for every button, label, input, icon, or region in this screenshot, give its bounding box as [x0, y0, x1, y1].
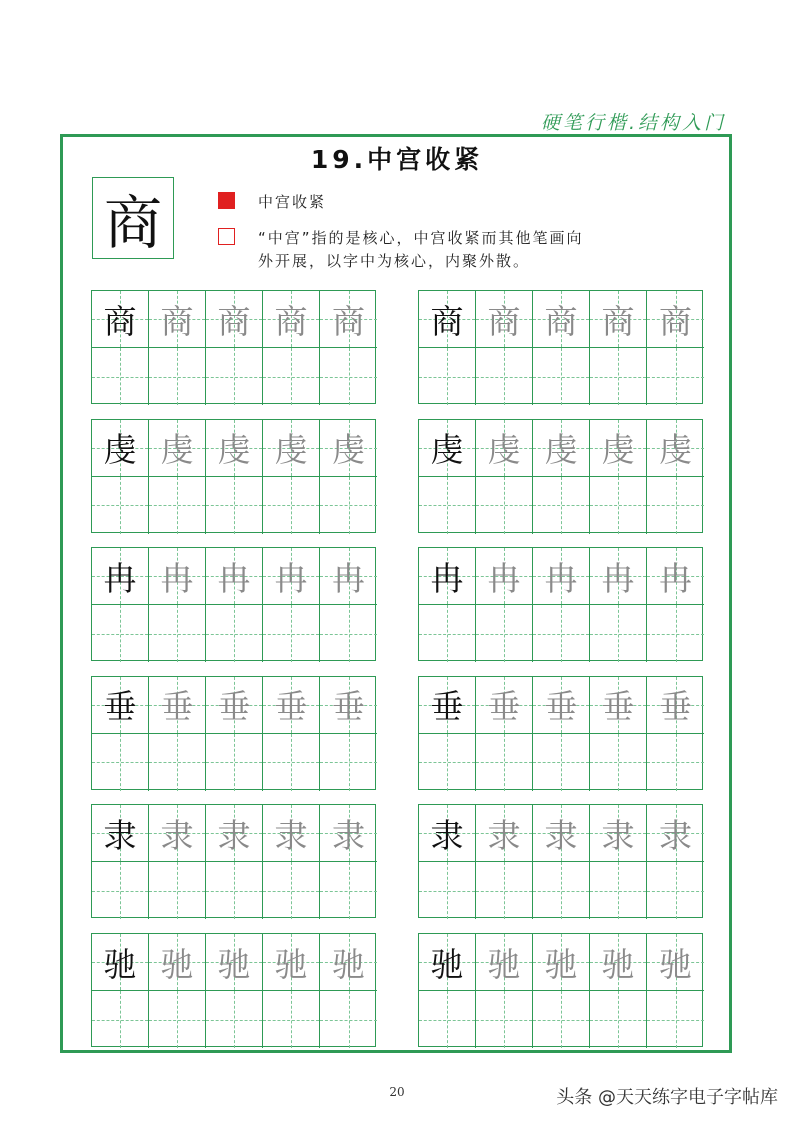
guide-line-horizontal: [533, 634, 589, 635]
tracing-cell: [419, 805, 476, 862]
trace-character: 冉: [659, 558, 692, 598]
guide-line-horizontal: [149, 1020, 205, 1021]
guide-line-horizontal: [206, 762, 262, 763]
practice-block: [418, 804, 703, 918]
tracing-cell: [263, 291, 320, 348]
tracing-cell: [476, 420, 533, 477]
guide-line-horizontal: [476, 505, 532, 506]
writing-cell[interactable]: [533, 734, 590, 791]
writing-cell[interactable]: [476, 348, 533, 405]
guide-line-horizontal: [206, 891, 262, 892]
tracing-cell: [419, 677, 476, 734]
writing-cell[interactable]: [206, 477, 263, 534]
watermark: 头条 @天天练字电子字帖库: [556, 1087, 778, 1108]
writing-cell[interactable]: [206, 862, 263, 919]
guide-line-horizontal: [149, 891, 205, 892]
tracing-cell: [320, 420, 377, 477]
trace-character: 垂: [659, 687, 692, 727]
guide-line-horizontal: [320, 634, 377, 635]
trace-character: 垂: [601, 687, 635, 727]
guide-line-horizontal: [149, 634, 205, 635]
trace-character: 商: [544, 301, 578, 341]
guide-line-horizontal: [533, 1020, 589, 1021]
model-character: 虔: [103, 430, 137, 470]
guide-line-horizontal: [206, 634, 262, 635]
writing-cell[interactable]: [92, 862, 149, 919]
guide-line-horizontal: [263, 1020, 319, 1021]
tracing-cell: [590, 420, 647, 477]
writing-cell[interactable]: [419, 477, 476, 534]
writing-cell[interactable]: [92, 734, 149, 791]
legend-description: [258, 227, 584, 273]
lesson-title: 19.中宫收紧: [310, 145, 484, 174]
guide-line-horizontal: [419, 377, 475, 378]
writing-cell[interactable]: [149, 734, 206, 791]
tracing-cell: [206, 420, 263, 477]
practice-block: [418, 290, 703, 404]
trace-character: 驰: [659, 944, 692, 984]
page-number: 20: [389, 1085, 405, 1099]
writing-cell[interactable]: [320, 734, 377, 791]
tracing-cell: [647, 420, 704, 477]
tracing-cell: [476, 548, 533, 605]
trace-character: 垂: [160, 687, 194, 727]
tracing-cell: [149, 548, 206, 605]
writing-cell[interactable]: [149, 605, 206, 662]
model-character: 隶: [103, 815, 137, 855]
practice-block: [91, 547, 376, 661]
guide-line-horizontal: [419, 762, 475, 763]
series-title: 硬笔行楷.结构入门: [540, 112, 726, 134]
writing-cell[interactable]: [320, 477, 377, 534]
trace-character: 冉: [274, 558, 308, 598]
tracing-cell: [533, 548, 590, 605]
legend-item-filled: [218, 191, 326, 214]
trace-character: 隶: [160, 815, 194, 855]
tracing-cell: [533, 420, 590, 477]
tracing-cell: [590, 934, 647, 991]
guide-line-horizontal: [590, 377, 646, 378]
trace-character: 垂: [487, 687, 521, 727]
guide-line-horizontal: [206, 377, 262, 378]
guide-line-horizontal: [476, 377, 532, 378]
writing-cell[interactable]: [590, 348, 647, 405]
guide-line-horizontal: [263, 891, 319, 892]
guide-line-horizontal: [647, 891, 704, 892]
guide-line-horizontal: [647, 377, 704, 378]
guide-line-horizontal: [590, 762, 646, 763]
guide-line-horizontal: [149, 377, 205, 378]
practice-block: [91, 804, 376, 918]
tracing-cell: [419, 291, 476, 348]
writing-cell[interactable]: [92, 991, 149, 1048]
tracing-cell: [92, 291, 149, 348]
tracing-cell: [92, 934, 149, 991]
guide-line-horizontal: [476, 762, 532, 763]
writing-cell[interactable]: [320, 862, 377, 919]
writing-cell[interactable]: [263, 348, 320, 405]
guide-line-horizontal: [206, 505, 262, 506]
guide-line-horizontal: [263, 634, 319, 635]
writing-cell[interactable]: [92, 348, 149, 405]
writing-cell[interactable]: [320, 348, 377, 405]
model-character: 虔: [430, 430, 464, 470]
writing-cell[interactable]: [320, 991, 377, 1048]
writing-cell[interactable]: [419, 605, 476, 662]
writing-cell[interactable]: [206, 348, 263, 405]
trace-character: 商: [217, 301, 251, 341]
writing-cell[interactable]: [263, 605, 320, 662]
writing-cell[interactable]: [419, 734, 476, 791]
tracing-cell: [590, 548, 647, 605]
tracing-cell: [476, 677, 533, 734]
tracing-cell: [206, 291, 263, 348]
trace-character: 隶: [487, 815, 521, 855]
guide-line-horizontal: [92, 505, 148, 506]
trace-character: 冉: [160, 558, 194, 598]
writing-cell[interactable]: [149, 477, 206, 534]
guide-line-horizontal: [533, 377, 589, 378]
trace-character: 虔: [160, 430, 194, 470]
trace-character: 隶: [544, 815, 578, 855]
guide-line-horizontal: [476, 891, 532, 892]
tracing-cell: [320, 805, 377, 862]
guide-line-horizontal: [149, 505, 205, 506]
tracing-cell: [263, 805, 320, 862]
writing-cell[interactable]: [263, 734, 320, 791]
guide-line-horizontal: [263, 762, 319, 763]
outline-square-icon: [218, 228, 235, 245]
tracing-cell: [92, 420, 149, 477]
guide-line-horizontal: [590, 634, 646, 635]
practice-block: [418, 419, 703, 533]
trace-character: 商: [659, 301, 692, 341]
guide-line-horizontal: [476, 634, 532, 635]
trace-character: 冉: [332, 558, 365, 598]
tracing-cell: [149, 677, 206, 734]
tracing-cell: [149, 934, 206, 991]
writing-cell[interactable]: [206, 991, 263, 1048]
trace-character: 驰: [601, 944, 635, 984]
writing-cell[interactable]: [419, 862, 476, 919]
tracing-cell: [419, 934, 476, 991]
writing-cell[interactable]: [320, 605, 377, 662]
guide-line-horizontal: [320, 505, 377, 506]
trace-character: 隶: [274, 815, 308, 855]
tracing-cell: [320, 548, 377, 605]
guide-line-horizontal: [320, 377, 377, 378]
trace-character: 虔: [217, 430, 251, 470]
tracing-cell: [647, 934, 704, 991]
tracing-cell: [419, 548, 476, 605]
legend-item-outline: [218, 227, 584, 273]
tracing-cell: [149, 420, 206, 477]
writing-cell[interactable]: [590, 991, 647, 1048]
tracing-cell: [590, 291, 647, 348]
tracing-cell: [263, 548, 320, 605]
writing-cell[interactable]: [476, 734, 533, 791]
tracing-cell: [647, 291, 704, 348]
trace-character: 驰: [274, 944, 308, 984]
guide-line-horizontal: [92, 1020, 148, 1021]
model-character: 垂: [430, 687, 464, 727]
tracing-cell: [206, 805, 263, 862]
tracing-cell: [206, 677, 263, 734]
trace-character: 商: [160, 301, 194, 341]
writing-cell[interactable]: [92, 605, 149, 662]
guide-line-horizontal: [206, 1020, 262, 1021]
tracing-cell: [533, 291, 590, 348]
trace-character: 商: [601, 301, 635, 341]
trace-character: 商: [274, 301, 308, 341]
model-character: 驰: [103, 944, 137, 984]
legend-description-line-2: 外开展，以字中为核心，内聚外散。: [258, 252, 531, 270]
model-character: 驰: [430, 944, 464, 984]
practice-block: [91, 419, 376, 533]
writing-cell[interactable]: [647, 605, 704, 662]
practice-block: [91, 933, 376, 1047]
trace-character: 虔: [544, 430, 578, 470]
guide-line-horizontal: [419, 505, 475, 506]
tracing-cell: [149, 805, 206, 862]
writing-cell[interactable]: [647, 862, 704, 919]
writing-cell[interactable]: [533, 991, 590, 1048]
guide-line-horizontal: [647, 505, 704, 506]
writing-cell[interactable]: [476, 477, 533, 534]
writing-cell[interactable]: [533, 862, 590, 919]
writing-cell[interactable]: [476, 605, 533, 662]
writing-cell[interactable]: [149, 348, 206, 405]
trace-character: 虔: [332, 430, 365, 470]
tracing-cell: [647, 677, 704, 734]
guide-line-horizontal: [92, 762, 148, 763]
writing-cell[interactable]: [206, 605, 263, 662]
writing-cell[interactable]: [647, 991, 704, 1048]
trace-character: 垂: [332, 687, 365, 727]
model-character: 商: [430, 301, 464, 341]
trace-character: 驰: [160, 944, 194, 984]
tracing-cell: [263, 677, 320, 734]
writing-cell[interactable]: [590, 734, 647, 791]
trace-character: 驰: [544, 944, 578, 984]
guide-line-horizontal: [92, 891, 148, 892]
writing-cell[interactable]: [590, 477, 647, 534]
guide-line-horizontal: [533, 891, 589, 892]
guide-line-horizontal: [533, 505, 589, 506]
writing-cell[interactable]: [263, 477, 320, 534]
tracing-cell: [590, 805, 647, 862]
practice-block: [91, 290, 376, 404]
writing-cell[interactable]: [590, 862, 647, 919]
tracing-cell: [149, 291, 206, 348]
trace-character: 隶: [217, 815, 251, 855]
filled-square-icon: [218, 192, 235, 209]
tracing-cell: [590, 677, 647, 734]
writing-cell[interactable]: [92, 477, 149, 534]
guide-line-horizontal: [92, 377, 148, 378]
legend-label: 中宫收紧: [258, 193, 327, 211]
tracing-cell: [320, 291, 377, 348]
tracing-cell: [476, 934, 533, 991]
writing-cell[interactable]: [419, 991, 476, 1048]
writing-cell[interactable]: [263, 991, 320, 1048]
trace-character: 冉: [601, 558, 635, 598]
guide-line-horizontal: [149, 762, 205, 763]
writing-cell[interactable]: [533, 605, 590, 662]
guide-line-horizontal: [419, 634, 475, 635]
trace-character: 冉: [217, 558, 251, 598]
tracing-cell: [263, 934, 320, 991]
guide-line-horizontal: [320, 891, 377, 892]
trace-character: 垂: [544, 687, 578, 727]
trace-character: 虔: [601, 430, 635, 470]
tracing-cell: [320, 934, 377, 991]
tracing-cell: [92, 548, 149, 605]
practice-block: [418, 933, 703, 1047]
guide-line-horizontal: [92, 634, 148, 635]
trace-character: 虔: [487, 430, 521, 470]
guide-line-horizontal: [647, 1020, 704, 1021]
guide-line-horizontal: [647, 634, 704, 635]
writing-cell[interactable]: [263, 862, 320, 919]
guide-line-horizontal: [590, 1020, 646, 1021]
tracing-cell: [206, 934, 263, 991]
guide-line-horizontal: [533, 762, 589, 763]
guide-line-horizontal: [476, 1020, 532, 1021]
tracing-cell: [533, 805, 590, 862]
practice-block: [418, 547, 703, 661]
writing-cell[interactable]: [533, 477, 590, 534]
trace-character: 隶: [601, 815, 635, 855]
guide-line-horizontal: [419, 891, 475, 892]
guide-line-horizontal: [320, 762, 377, 763]
writing-cell[interactable]: [149, 991, 206, 1048]
tracing-cell: [419, 420, 476, 477]
writing-cell[interactable]: [419, 348, 476, 405]
tracing-cell: [647, 548, 704, 605]
tracing-cell: [647, 805, 704, 862]
trace-character: 商: [487, 301, 521, 341]
writing-cell[interactable]: [149, 862, 206, 919]
trace-character: 隶: [659, 815, 692, 855]
writing-cell[interactable]: [647, 348, 704, 405]
writing-cell[interactable]: [647, 477, 704, 534]
legend-description-line-1: “中宫”指的是核心，中宫收紧而其他笔画向: [258, 229, 584, 247]
writing-cell[interactable]: [647, 734, 704, 791]
model-character: 冉: [430, 558, 464, 598]
guide-line-horizontal: [590, 505, 646, 506]
trace-character: 虔: [274, 430, 308, 470]
trace-character: 驰: [487, 944, 521, 984]
tracing-cell: [206, 548, 263, 605]
tracing-cell: [533, 677, 590, 734]
trace-character: 垂: [217, 687, 251, 727]
guide-line-horizontal: [647, 762, 704, 763]
writing-cell[interactable]: [476, 862, 533, 919]
tracing-cell: [476, 805, 533, 862]
example-character-box: [92, 177, 174, 259]
guide-line-horizontal: [320, 1020, 377, 1021]
model-character: 垂: [103, 687, 137, 727]
model-character: 隶: [430, 815, 464, 855]
guide-line-horizontal: [419, 1020, 475, 1021]
model-character: 冉: [103, 558, 137, 598]
trace-character: 商: [332, 301, 365, 341]
trace-character: 垂: [274, 687, 308, 727]
trace-character: 隶: [332, 815, 365, 855]
tracing-cell: [92, 805, 149, 862]
writing-cell[interactable]: [533, 348, 590, 405]
trace-character: 驰: [332, 944, 365, 984]
trace-character: 虔: [659, 430, 692, 470]
practice-block: [418, 676, 703, 790]
example-character: 商: [103, 189, 162, 257]
practice-block: [91, 676, 376, 790]
trace-character: 驰: [217, 944, 251, 984]
writing-cell[interactable]: [476, 991, 533, 1048]
writing-cell[interactable]: [206, 734, 263, 791]
writing-cell[interactable]: [590, 605, 647, 662]
tracing-cell: [320, 677, 377, 734]
model-character: 商: [103, 301, 137, 341]
tracing-cell: [92, 677, 149, 734]
trace-character: 冉: [544, 558, 578, 598]
tracing-cell: [533, 934, 590, 991]
guide-line-horizontal: [263, 377, 319, 378]
guide-line-horizontal: [590, 891, 646, 892]
tracing-cell: [263, 420, 320, 477]
trace-character: 冉: [487, 558, 521, 598]
guide-line-horizontal: [263, 505, 319, 506]
tracing-cell: [476, 291, 533, 348]
